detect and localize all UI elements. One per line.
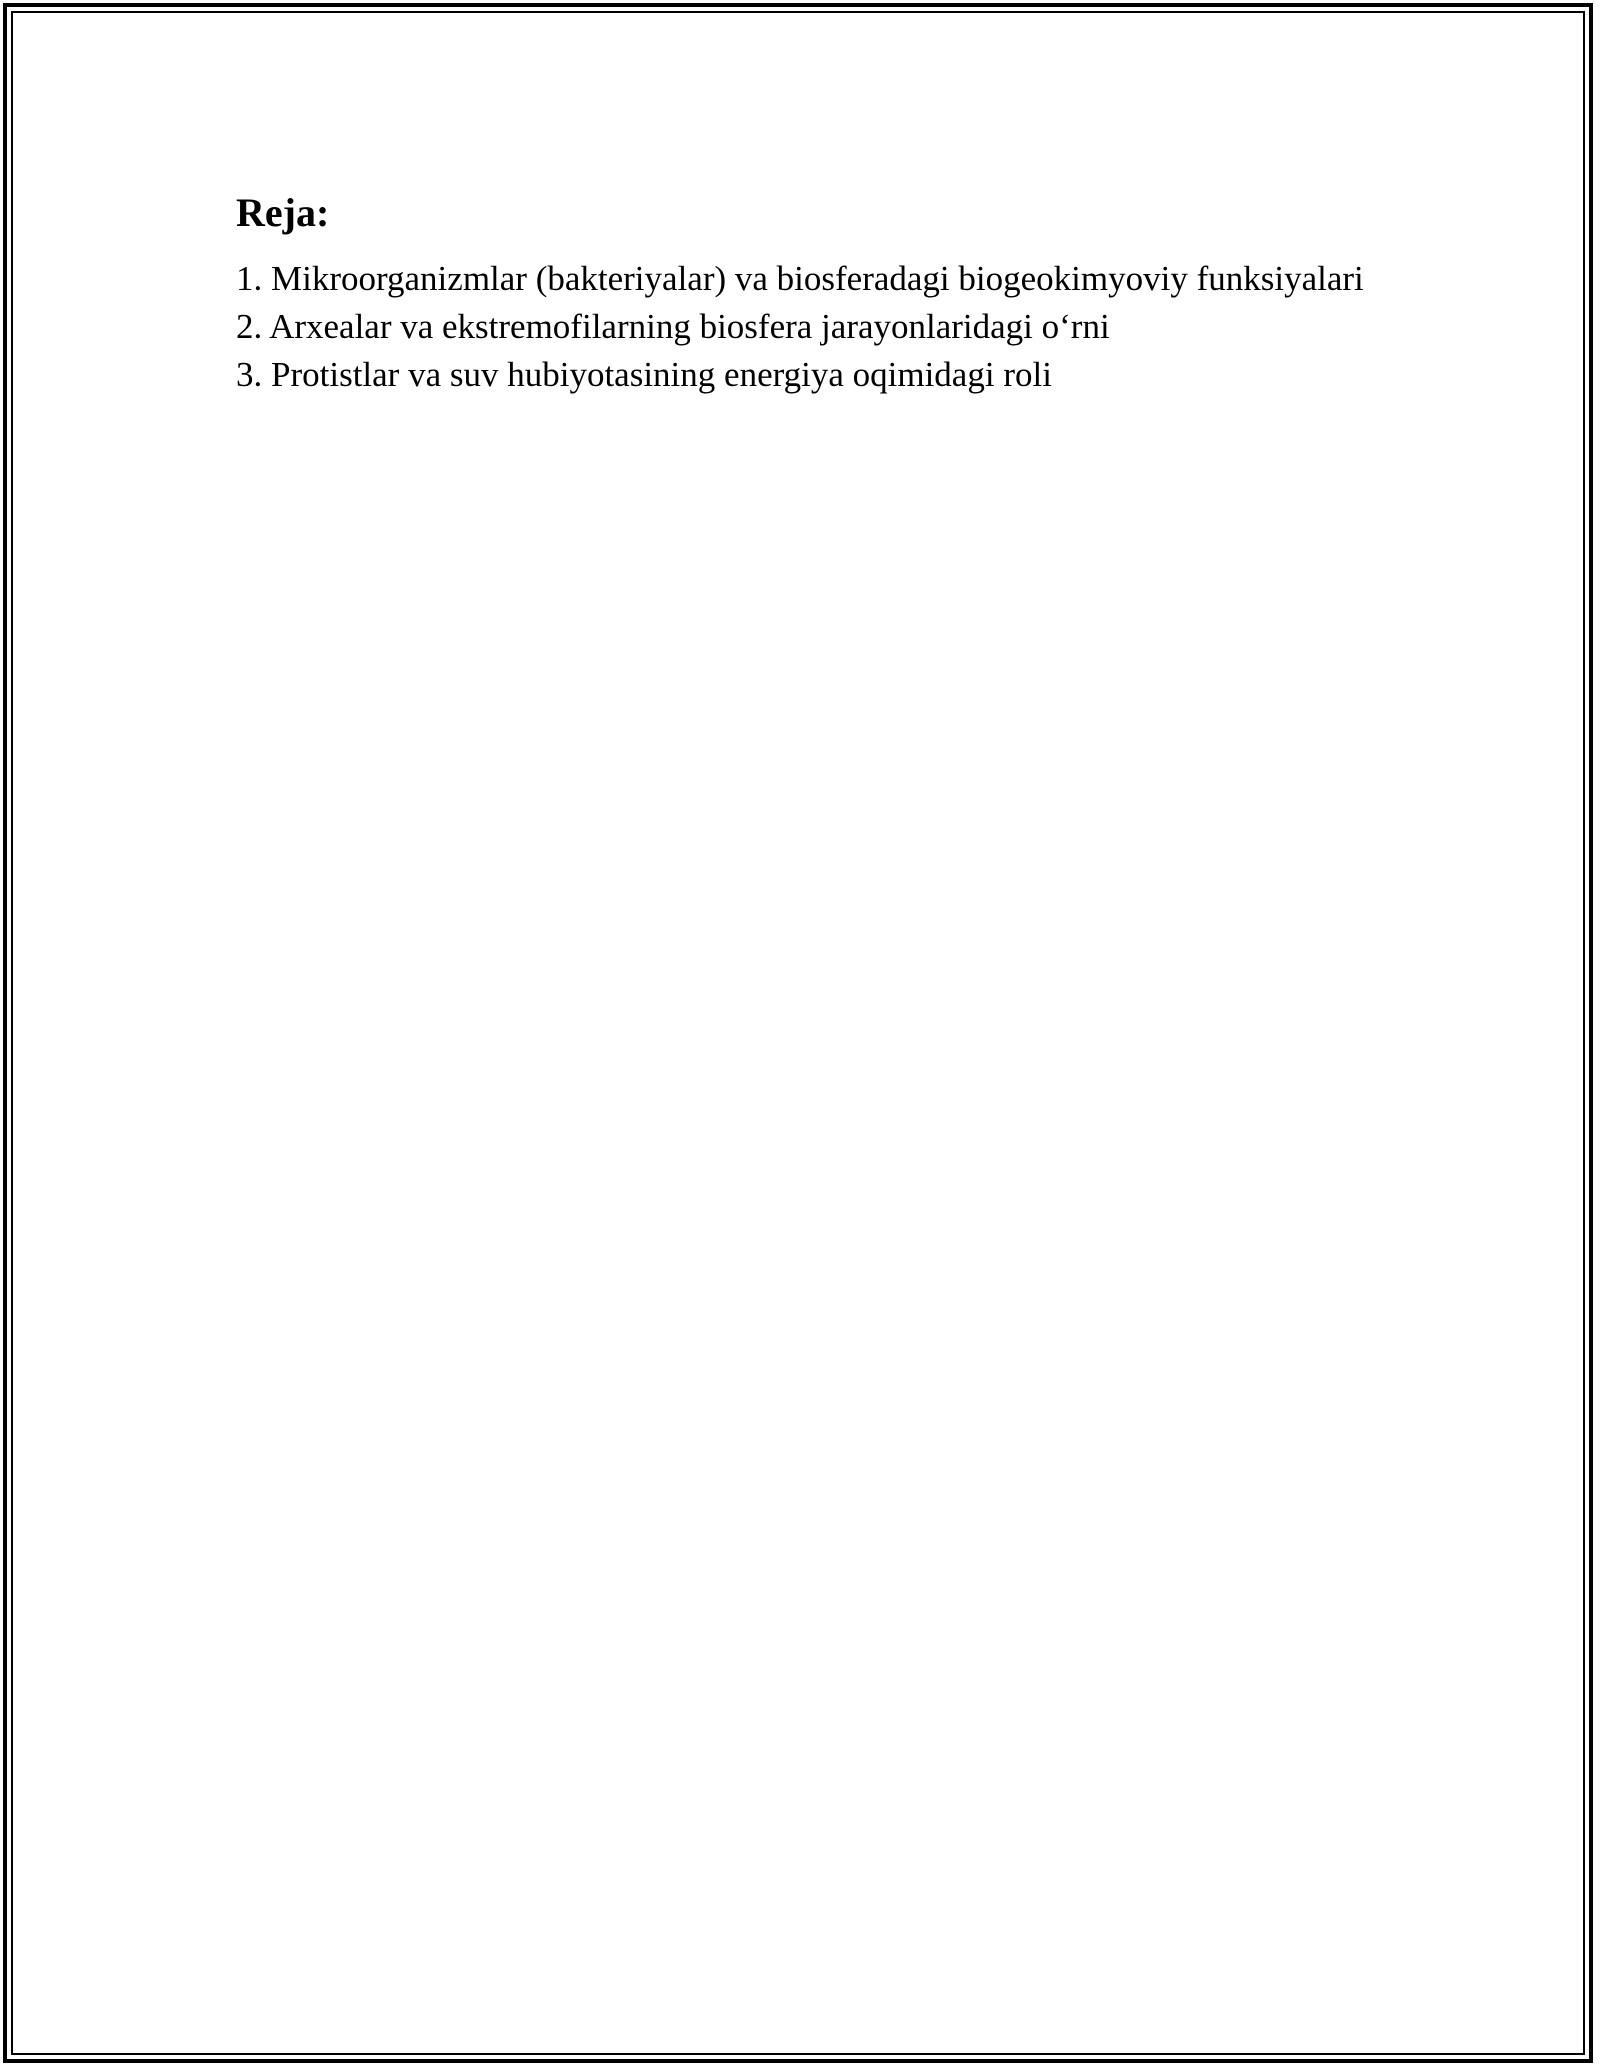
list-item: 2. Arxealar va ekstremofilarning biosfera jarayonlaridagi o‘rni: [236, 307, 1110, 346]
plan-list: [236, 255, 1376, 399]
list-item: 3. Protistlar va suv hubiyotasining energiya oqimidagi roli: [236, 355, 1052, 394]
page-title: Reja:: [236, 190, 330, 235]
document-body: [236, 185, 1376, 399]
list-item: 1. Mikroorganizmlar (bakteriyalar) va biosferadagi biogeokimyoviy funksiyalari: [236, 259, 1364, 298]
